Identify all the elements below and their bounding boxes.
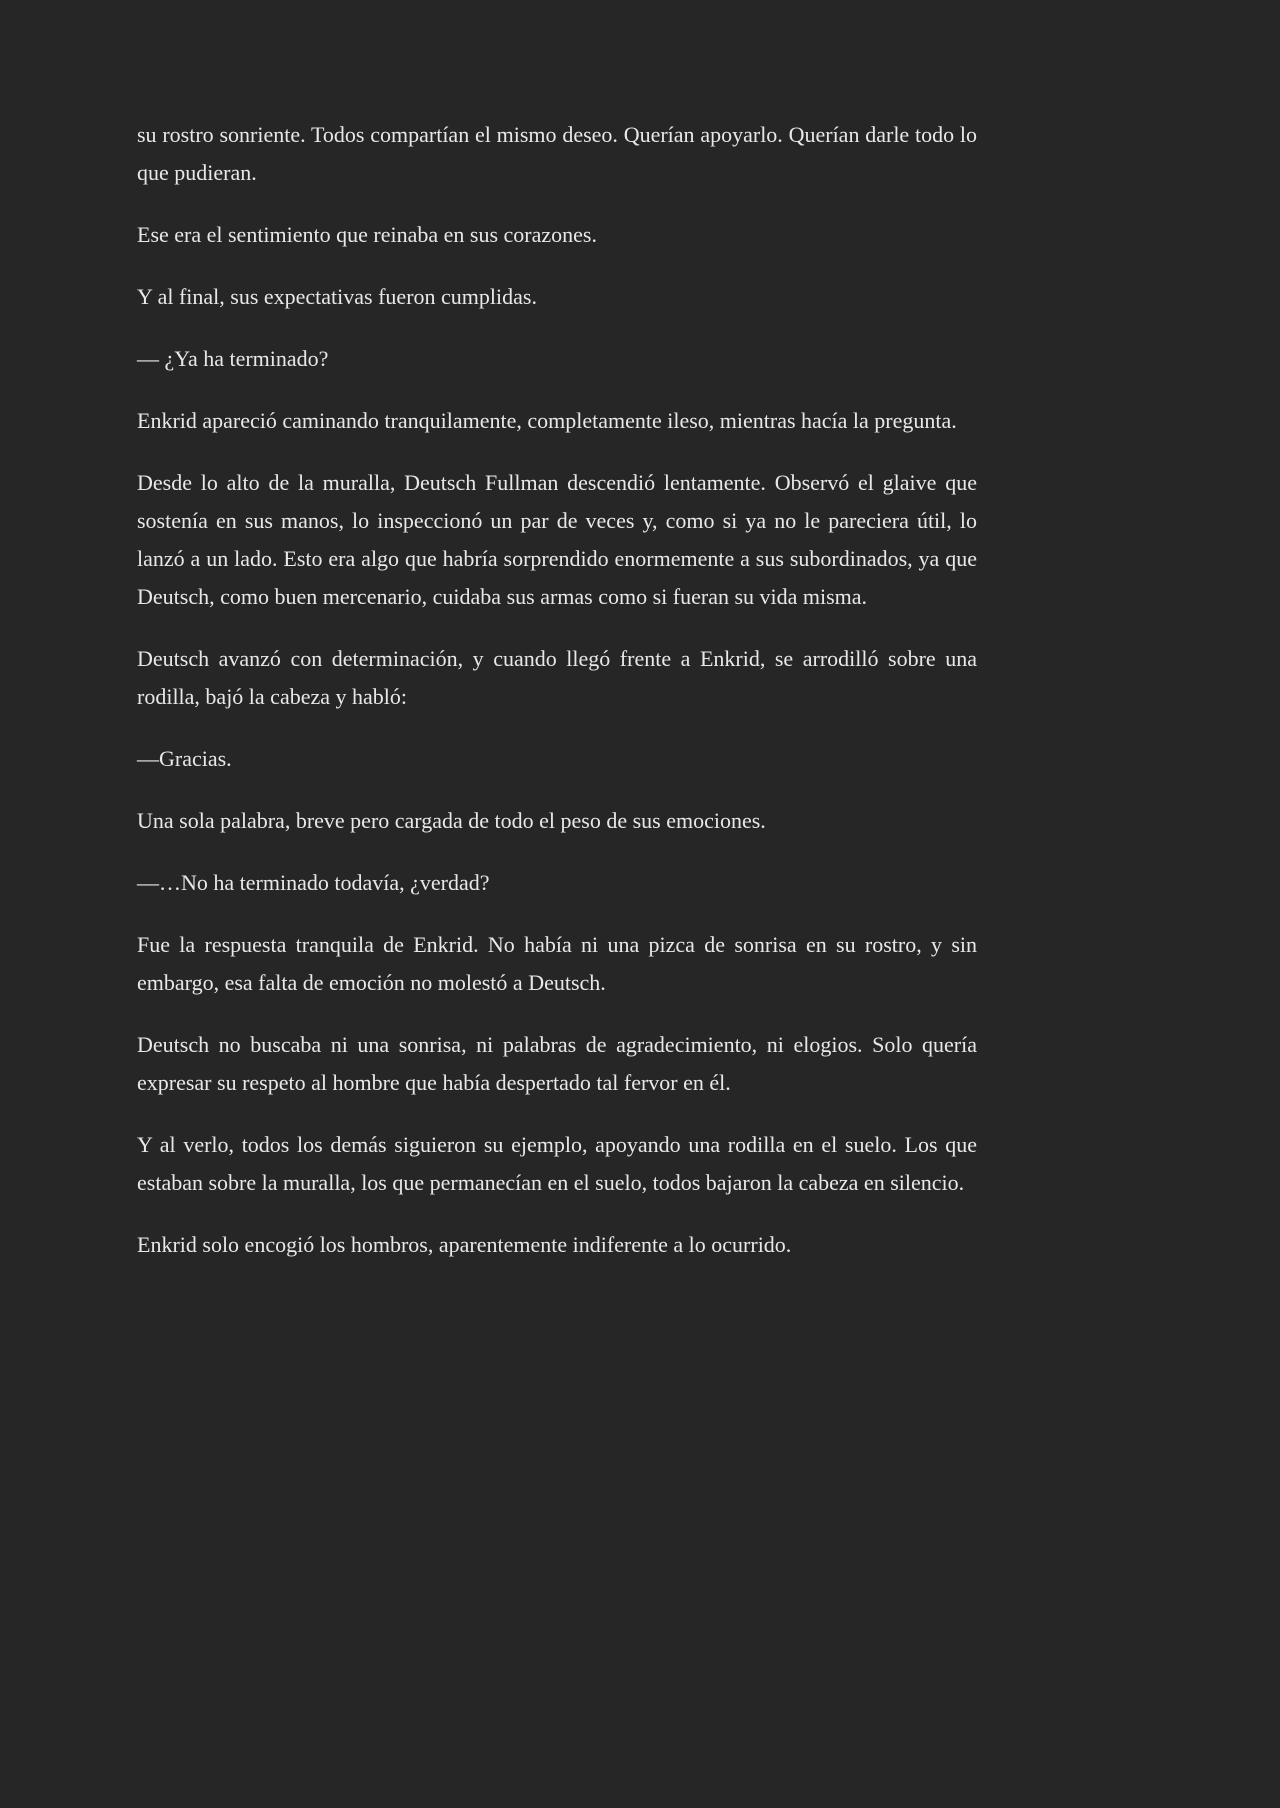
paragraph: Una sola palabra, breve pero cargada de todo el peso de sus emociones. (137, 808, 766, 833)
paragraph: su rostro sonriente. Todos compartían el mismo deseo. Querían apoyarlo. Querían darle todo lo que pudieran. (137, 122, 977, 185)
paragraph-dialogue: — ¿Ya ha terminado? (137, 346, 329, 371)
paragraph: Fue la respuesta tranquila de Enkrid. No había ni una pizca de sonrisa en su rostro, y sin embargo, esa falta de emoción no molestó a Deutsch. (137, 932, 977, 995)
reader-content (137, 116, 977, 1264)
paragraph: Deutsch avanzó con determinación, y cuando llegó frente a Enkrid, se arrodilló sobre una rodilla, bajó la cabeza y habló: (137, 646, 977, 709)
paragraph: Y al final, sus expectativas fueron cumplidas. (137, 284, 537, 309)
paragraph: Ese era el sentimiento que reinaba en sus corazones. (137, 222, 597, 247)
paragraph: Enkrid apareció caminando tranquilamente, completamente ileso, mientras hacía la pregunta. (137, 408, 957, 433)
paragraph: Enkrid solo encogió los hombros, aparentemente indiferente a lo ocurrido. (137, 1232, 792, 1257)
paragraph-dialogue: —…No ha terminado todavía, ¿verdad? (137, 870, 490, 895)
paragraph-dialogue: —Gracias. (137, 746, 232, 771)
paragraph: Y al verlo, todos los demás siguieron su ejemplo, apoyando una rodilla en el suelo. Los que estaban sobre la muralla, los que permanecían en el suelo, todos bajaron la cabeza en silencio. (137, 1132, 977, 1195)
paragraph: Deutsch no buscaba ni una sonrisa, ni palabras de agradecimiento, ni elogios. Solo quería expresar su respeto al hombre que había despertado tal fervor en él. (137, 1032, 977, 1095)
paragraph: Desde lo alto de la muralla, Deutsch Fullman descendió lentamente. Observó el glaive que sostenía en sus manos, lo inspeccionó un par de veces y, como si ya no le pareciera útil, lo lanzó a un lado. Esto era algo que habría sorprendido enormemente a sus subordinados, ya que Deutsch, como buen mercenario, cuidaba sus armas como si fueran su vida misma. (137, 470, 977, 609)
